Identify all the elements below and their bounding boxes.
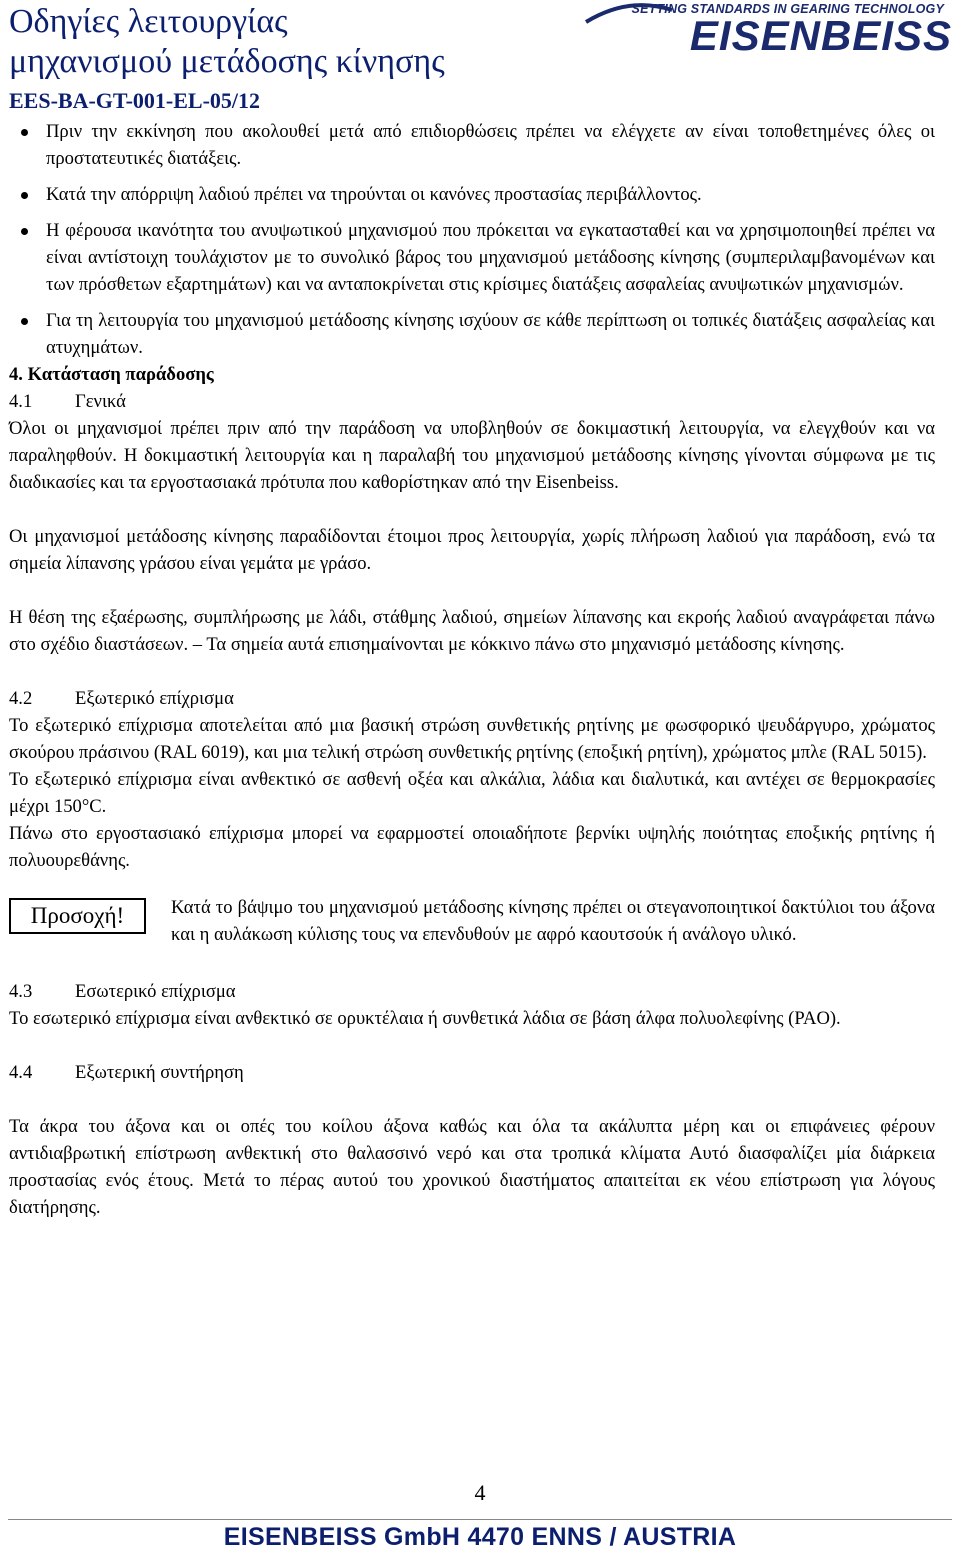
list-item: Πριν την εκκίνηση που ακολουθεί μετά από επιδιορθώσεις πρέπει να ελέγχετε αν είναι τοποθετημένες όλες οι προστατευτικές διατάξεις. (9, 118, 935, 172)
paragraph-coating: Το εξωτερικό επίχρισμα αποτελείται από μια βασική στρώση συνθετικής ρητίνης με φωσφορικό ψευδάργυρο, χρώματος σκούρου πράσινου (RAL 6019), και μια τελική στρώση συνθετικής ρητίνης (εποξική ρητίνη), χρώματος μπλε (RAL 5015). (9, 715, 935, 763)
caution-text: Κατά το βάψιμο του μηχανισμού μετάδοσης κίνησης πρέπει οι στεγανοποιητικοί δακτύλιοι του άξονα και η αυλάκωση κύλισης τους να επενδυθούν με αφρό καουτσούκ ή ανάλογο υλικό. (171, 897, 935, 945)
paragraph-oil-points: Η θέση της εξαέρωσης, συμπλήρωσης με λάδι, στάθμης λαδιού, σημείων λίπανσης και εκροής λαδιού αναγράφεται πάνω στο σχέδιο διαστάσεων. – Τα σημεία αυτά επισημαίνονται με κόκκινο πάνω στο μηχανισμό μετάδοσης κίνησης. (9, 607, 935, 655)
footer-company: EISENBEISS GmbH 4470 ENNS / AUSTRIA (223, 1523, 737, 1551)
subsection-heading-4-2: 4.2 Εξωτερικό επίχρισμα (9, 688, 234, 709)
safety-bullet-list (9, 118, 935, 361)
list-item: Κατά την απόρριψη λαδιού πρέπει να τηρούνται οι κανόνες προστασίας περιβάλλοντος. (9, 181, 935, 208)
paragraph-resistance: Το εξωτερικό επίχρισμα είναι ανθεκτικό σε ασθενή οξέα και αλκάλια, λάδια και διαλυτικά, και αντέχει σε θερμοκρασίες μέχρι 150°C. (9, 769, 935, 817)
subsection-heading-4-1: 4.1 Γενικά (9, 391, 126, 412)
bullet-icon (21, 318, 28, 325)
list-item: Η φέρουσα ικανότητα του ανυψωτικού μηχανισμού που πρόκειται να εγκατασταθεί και να χρησιμοποιηθεί πρέπει να είναι αντίστοιχη τουλάχιστον με το συνολικό βάρος του μηχανισμού μετάδοσης κίνησης (συμπεριλαμβανομένων και των πρόσθετων εξαρτημάτων) και να ανταποκρίνεται στις κρίσιμες διατάξεις ασφαλείας ανυψωτικών μηχανισμών. (9, 217, 935, 298)
bullet-icon (21, 228, 28, 235)
subsection-heading-4-3: 4.3 Εσωτερικό επίχρισμα (9, 981, 236, 1002)
bullet-icon (21, 192, 28, 199)
page-content (9, 118, 935, 1221)
logo-wordmark: EISENBEISS (689, 12, 952, 59)
section-heading-4: 4. Κατάσταση παράδοσης (9, 364, 214, 385)
document-title-line-1: Οδηγίες λειτουργίας (9, 3, 288, 40)
document-code: EES-BA-GT-001-EL-05/12 (9, 88, 261, 113)
eisenbeiss-logo (576, 0, 956, 60)
subsection-heading-4-4: 4.4 Εξωτερική συντήρηση (9, 1062, 244, 1083)
caution-label: Προσοχή! (9, 898, 146, 934)
paragraph-delivery: Οι μηχανισμοί μετάδοσης κίνησης παραδίδονται έτοιμοι προς λειτουργία, χωρίς πλήρωση λαδιού για παράδοση, ενώ τα σημεία λίπανσης γράσου είναι γεμάτα με γράσο. (9, 526, 935, 574)
caution-note (9, 894, 935, 978)
paragraph-external-maintenance: Τα άκρα του άξονα και οι οπές του κοίλου άξονα καθώς και όλα τα ακάλυπτα μέρη και οι επιφάνειες φέρουν αντιδιαβρωτική επίστρωση ανθεκτική στο θαλασσινό νερό και στα τροπικά κλίματα Αυτό διασφαλίζει μία διάρκεια προστασίας ενός έτους. Μετά το πέρας αυτού του χρονικού διαστήματος απαιτείται εκ νέου επίστρωση για λόγους διατήρησης. (9, 1116, 935, 1218)
paragraph-acceptance: Όλοι οι μηχανισμοί πρέπει πριν από την παράδοση να υποβληθούν σε δοκιμαστική λειτουργία, να ελεγχθούν και να παραληφθούν. Η δοκιμαστική λειτουργία και η παραλαβή του μηχανισμού μετάδοσης κίνησης γίνονται σύμφωνα με τις διαδικασίες και τα εργοστασιακά πρότυπα που καθορίστηκαν από την Eisenbeiss. (9, 418, 935, 493)
document-title-line-2: μηχανισμού μετάδοσης κίνησης (9, 43, 445, 80)
paragraph-internal-coating: Το εσωτερικό επίχρισμα είναι ανθεκτικό σε ορυκτέλαια ή συνθετικά λάδια σε βάση άλφα πολυολεφίνης (PAO). (9, 1008, 841, 1029)
list-item: Για τη λειτουργία του μηχανισμού μετάδοσης κίνησης ισχύουν σε κάθε περίπτωση οι τοπικές διατάξεις ασφαλείας και ατυχημάτων. (9, 307, 935, 361)
paragraph-varnish: Πάνω στο εργοστασιακό επίχρισμα μπορεί να εφαρμοστεί οποιαδήποτε βερνίκι υψηλής ποιότητας εποξικής ρητίνης ή πολυουρεθάνης. (9, 823, 935, 871)
logo-tagline: SETTING STANDARDS IN GEARING TECHNOLOGY (631, 2, 944, 16)
document-title (9, 2, 445, 82)
footer-divider (8, 1519, 952, 1520)
page-number: 4 (474, 1480, 486, 1505)
bullet-icon (21, 129, 28, 136)
